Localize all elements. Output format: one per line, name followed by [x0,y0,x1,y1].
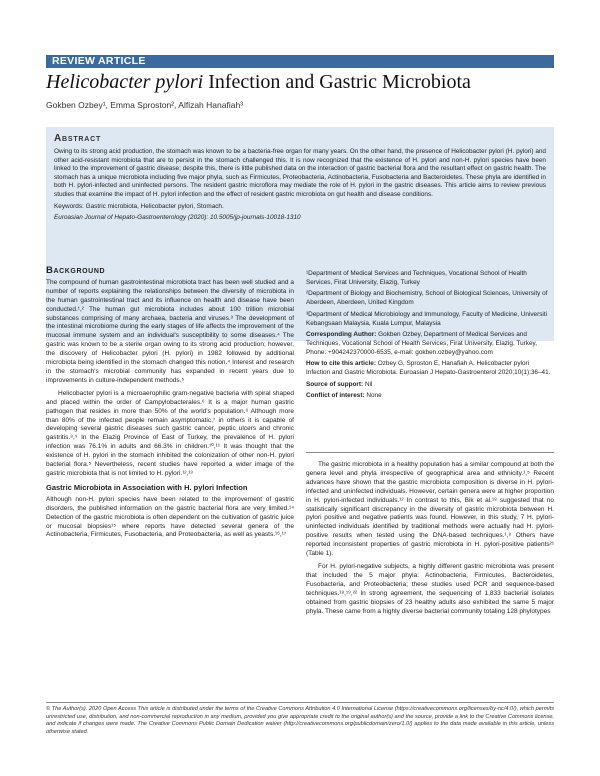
corresponding-label: Corresponding Author: [306,331,377,339]
right-paragraph-1: The gastric microbiota in a healthy population has a similar compound at both the genera level and phyla irrespective of geographical area and ethnicity.¹,⁵ Recent advances have shown that the gastric microbiota composition is diverse in H. pylori-infected and uninfected individuals. However, certain genera were at higher proportion in H. pylori-infected individuals.¹² In contrast to this, Bik et al.¹⁸ suggested that no statistically significant discrepancy in the diversity of gastric microbiota between H. pylori positive and negative patients was found. However, in this study, 7 H. pylori-uninfected individuals identified by traditional methods were actually had H. pylori-positive results when tested using the DNA-based techniques.¹,⁸ Others have reported inconsistent properties of gastric microbiota in H. pylori-positive patients²¹ (Table 1). [306,461,554,558]
affiliations-block [306,270,554,404]
cite-label: How to cite this article: [306,360,376,368]
background-paragraph-1: The compound of human gastrointestinal microbiota tract has been well studied and a number of reports explaining the relationships between the diversity of microbiota in the human gastrointestinal tract and its influence on health and disease have been conducted.¹,² The human gut microbiota includes about 100 trillion microbial substances comprising of many archaea, bacteria and viruses.³ The development of the intestinal microbiome during the early stages of life affects the improvement of the mucosal immune system and an individual's susceptibility to some diseases.⁴ The gastric was known to be a sterile organ owing to its strong acid production; however, the discovery of Helicobacter pylori (H. pylori) in 1982 followed by additional microbiota being identified in the stomach changed this notion.⁴ Interest and research in the stomach's microbial community has expanded in recent years due to improvements in culture-independent methods.⁵ [46,278,294,384]
article-title [46,70,566,94]
abstract-text: Owing to its strong acid production, the stomach was known to be a bacteria-free organ for many years. On the other hand, the presence of Helicobacter pylori (H. pylori) and other acid-resistant microbiota that are to persist in the stomach challenged this. It is now recognized that the existence of H. pylori and non-H. pylori species have been linked to the improvement of gastric disease; despite this, there is little published data on the interaction of gastric bacterial flora and the resultant effect on gastric health. The stomach has a unique microbiota including five major phyla, such as Firmicutes, Proteobacteria, Actinobacteria, Fusobacteria and Bacteroidetes. These phyla are identified in both H. pylori-infected and uninfected persons. The resident gastric microflora may mediate the role of H. pylori in the gastric diseases. This article aims to review previous studies that examine the impact of H. pylori infection and the effect of resident gastric microbiota on gut health and disease conditions. [54,148,546,198]
title-italic: Helicobacter pylori [46,71,204,93]
conflict-text: None [364,392,382,400]
background-paragraph-2: Helicobacter pylori is a microaerophilic gram-negative bacteria with spiral shaped and placed within the order of Campylobacterales.⁶ It is a major human gastric pathogen that resides in more than 50% of the world's population.⁶ Although more than 80% of the infected people remain asymptomatic,⁷ in others it is capable of developing several gastric diseases such gastric cancer, peptic ulcers and chronic gastritis.⁸,⁹ In the Elazig Province of East of Turkey, the prevalence of H. pylori infection was 76.1% in adults and 66.3% in children.¹⁰,¹¹ It was thought that the existence of H. pylori in the stomach inhibited the colonization of other non-H. pylori bacterial flora.⁵ Nevertheless, recent studies have reported a wider image of the gastric microbiota that is not limited to H. pylori.¹²,¹³ [46,389,294,477]
support-label: Source of support: [306,380,364,388]
cite-text: Ozbey G, Sproston E, Hanafiah A. Helicobacter pylori Infection and Gastric Microbiota. Euroasian J Hepato-Gastroenterol 2020;10(1):36–41. [306,360,551,377]
conflict-of-interest [306,392,554,401]
support-text: Nil [363,380,373,388]
author-list: Gokben Ozbey¹, Emma Sproston², Alfizah Hanafiah³ [46,100,244,110]
affiliation-divider [306,452,554,453]
background-heading: Background [46,265,106,276]
license-footer: © The Author(s). 2020 Open Access This article is distributed under the terms of the Creative Commons Attribution 4.0 International License (https://creativecommons.org/licenses/by-nc/4.0/), which permits unrestricted use, distribution, and non-commercial reproduction in any medium, provided you give appropriate credit to the original author(s) and the source, provide a link to the Creative Commons license, and indicate if changes were made. The Creative Commons Public Domain Dedication waiver (http://creativecommons.org/publicdomain/zero/1.0/) applies to the data made available in this article, unless otherwise stated. [46,706,554,735]
affiliation-2: ²Department of Biology and Biochemistry, School of Biological Sciences, University of Aberdeen, Aberdeen, United Kingdom [306,290,548,307]
affiliation-3: ³Department of Medical Microbiology and Immunology, Faculty of Medicine, Universiti Kebangsaan Malaysia, Kuala Lumpur, Malaysia [306,310,548,327]
keywords: Keywords: Gastric microbiota, Helicobacter pylori, Stomach. [54,202,224,210]
conflict-label: Conflict of interest: [306,392,365,400]
right-column [306,461,554,620]
section-subheading: Gastric Microbiota in Association with H. pylori Infection [46,482,248,492]
source-of-support [306,381,554,390]
right-paragraph-2: For H. pylori-negative subjects, a highly different gastric microbiota was present that included the 5 major phyla: Actinobacteria, Firmicutes, Bacteroidetes, Fusobacteria, and Proteobacteria; these studies used PCR and sequence-based techniques.¹⁸,¹⁹,²² In strong agreement, the sequencing of 1,833 bacterial isolates obtained from gastric biopsies of 23 healthy adults also exhibited the same 5 major phyla. These came from a highly diverse bacterial community totaling 128 phylotypes [306,562,554,615]
corresponding-text: Gokben Ozbey, Department of Medical Services and Techniques, Vocational School of Health Services, Firat University, Elazig, Turkey, Phone: +904242370000-6535, e-mail: gokben.ozbey@yahoo.com [306,331,537,356]
corresponding-author [306,331,554,357]
affiliation-1: ¹Department of Medical Services and Techniques, Vocational School of Health Services, Firat University, Elazig, Turkey [306,270,527,286]
section-paragraph: Although non-H. pylori species have been related to the improvement of gastric disorders, the published information on the gastric bacterial flora are very limited.¹⁴ Detection of the gastric microbiota is often dependent on the cultivation of gastric juice or mucosal biopsies¹⁵ where reports have detected several genera of the Actinobacteria, Firmicutes, Fusobacteria, and Proteobacteria, as well as yeasts.¹⁶,¹⁷ [46,495,294,539]
footer-divider [46,702,554,703]
left-column [46,267,294,544]
how-to-cite [306,360,554,377]
journal-citation: Euroasian Journal of Hepato-Gastroenterology (2020): 10.5005/jp-journals-10018-1310 [54,214,301,222]
article-type-banner: REVIEW ARTICLE [46,55,554,68]
title-rest: Infection and Gastric Microbiota [203,71,471,93]
abstract-heading: Abstract [54,133,102,144]
